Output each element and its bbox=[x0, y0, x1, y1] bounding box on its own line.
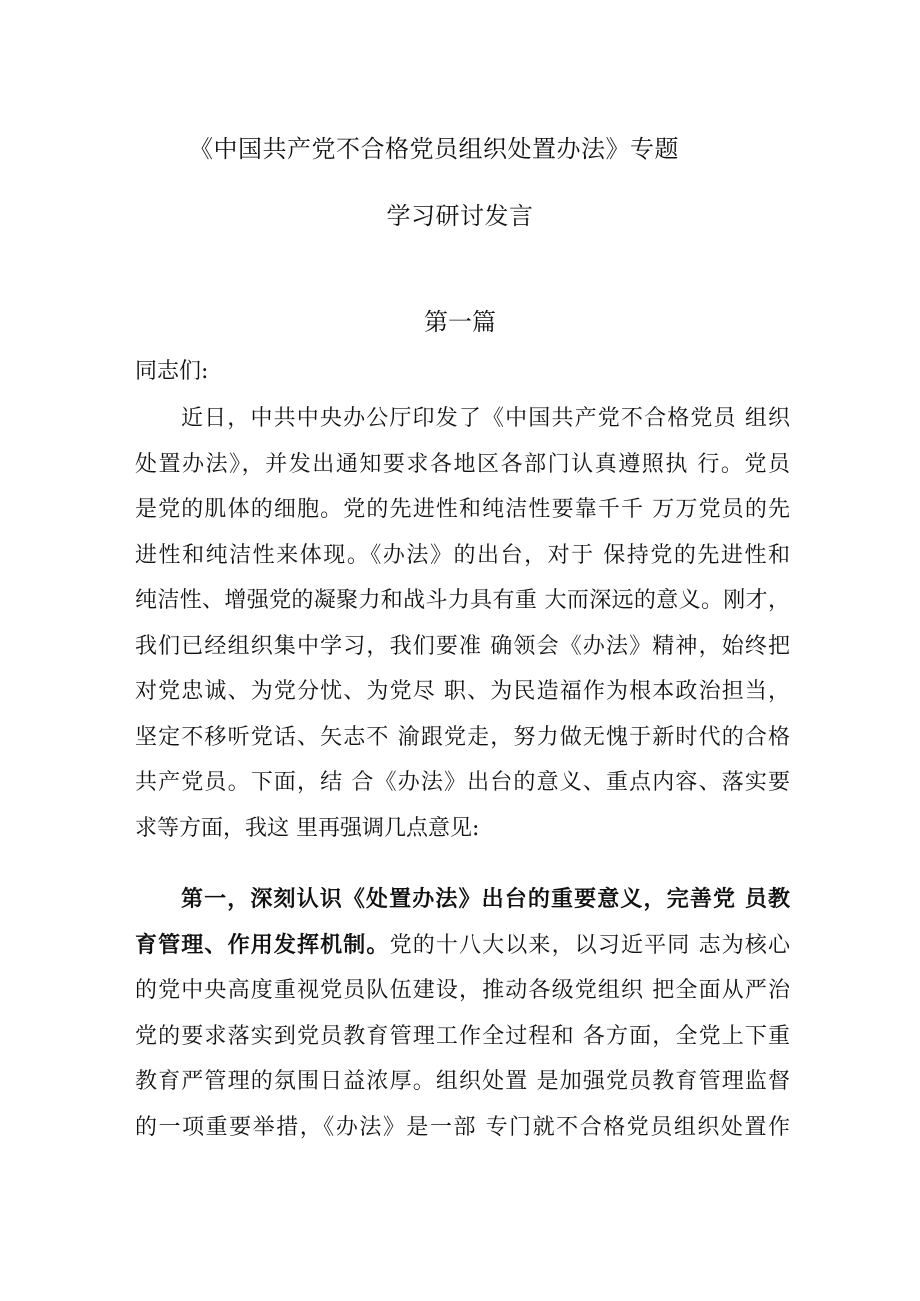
paragraph-line: 求等方面，我这 里再强调几点意见: bbox=[135, 815, 480, 841]
section-heading: 第一篇 bbox=[424, 308, 496, 336]
paragraph-line-fragment: 党的十八大以来，以习近平同 志为核心 bbox=[389, 932, 790, 958]
document-title-line1: 《中国共产党不合格党员组织处置办法》专题 bbox=[189, 135, 679, 163]
paragraph-line-mixed bbox=[135, 923, 790, 969]
paragraph-1 bbox=[135, 396, 790, 851]
document-title-line2: 学习研讨发言 bbox=[386, 202, 534, 230]
paragraph-line: 教育严管理的氛围日益浓厚。组织处置 是加强党员教育管理监督 bbox=[135, 1069, 790, 1094]
paragraph-line: 的一项重要举措，《办法》是一部 专门就不合格党员组织处置作 bbox=[135, 1114, 790, 1140]
paragraph-heading-line: 第一，深刻认识《处置办法》出台的重要意义，完善党 员教 bbox=[181, 886, 790, 912]
paragraph-line: 近日，中共中央办公厅印发了《中国共产党不合格党员 组织 bbox=[181, 406, 790, 431]
salutation: 同志们: bbox=[135, 359, 209, 384]
paragraph-line: 是党的肌体的细胞。党的先进性和纯洁性要靠千千 万万党员的先 bbox=[135, 497, 790, 522]
paragraph-line: 坚定不移听党话、矢志不 渝跟党走，努力做无愧于新时代的合格 bbox=[135, 724, 790, 750]
paragraph-line: 处置办法》，并发出通知要求各地区各部门认真遵照执 行。党员 bbox=[135, 451, 790, 477]
paragraph-line: 纯洁性、增强党的凝聚力和战斗力具有重 大而深远的意义。刚才， bbox=[135, 588, 790, 613]
paragraph-line: 的党中央高度重视党员队伍建设，推动各级党组织 把全面从严治 bbox=[135, 978, 790, 1003]
paragraph-line: 对党忠诚、为党分忧、为党尽 职、为民造福作为根本政治担当， bbox=[135, 679, 790, 704]
paragraph-line: 党的要求落实到党员教育管理工作全过程和 各方面，全党上下重 bbox=[135, 1023, 790, 1049]
paragraph-line: 进性和纯洁性来体现。《办法》的出台，对于 保持党的先进性和 bbox=[135, 542, 790, 568]
paragraph-line: 我们已经组织集中学习，我们要准 确领会《办法》精神，始终把 bbox=[135, 633, 790, 659]
paragraph-2 bbox=[135, 877, 790, 1150]
paragraph-line: 共产党员。下面，结 合《办法》出台的意义、重点内容、落实要 bbox=[135, 770, 790, 795]
paragraph-heading-fragment: 育管理、作用发挥机制。 bbox=[135, 931, 390, 958]
